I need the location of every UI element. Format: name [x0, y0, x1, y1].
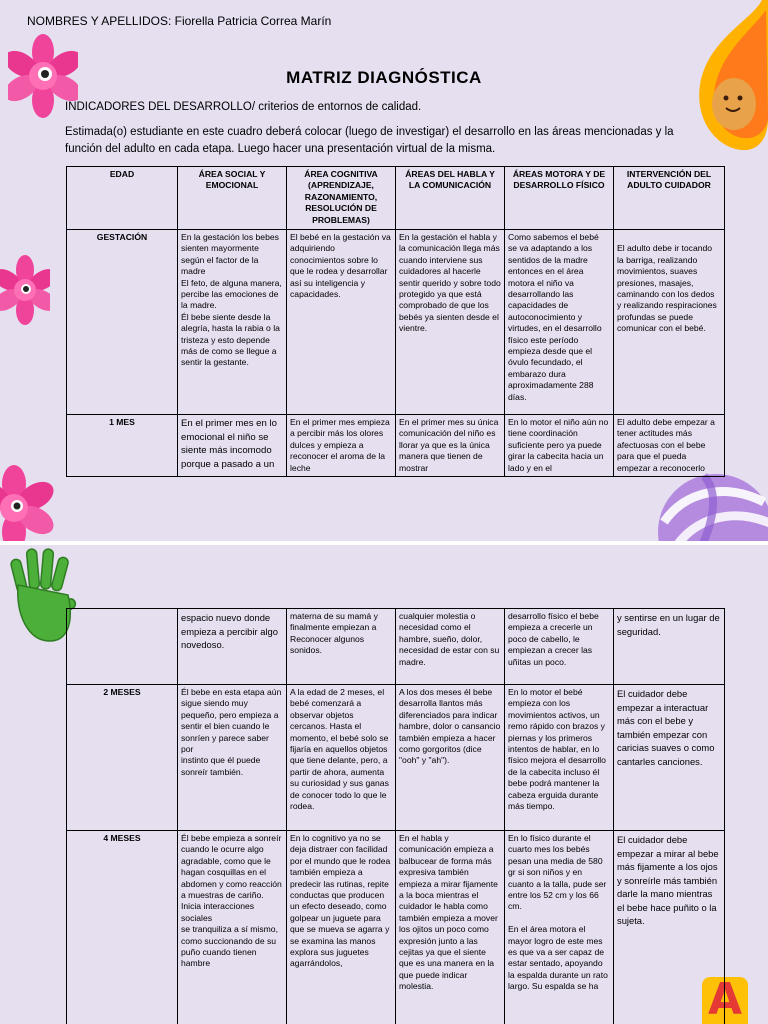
page-2 — [0, 545, 768, 1024]
instruction-paragraph: Estimada(o) estudiante en este cuadro deberá colocar (luego de investigar) el desarrollo en las áreas mencionadas y la función del adulto en cada etapa. Luego hacer una presentación virtual de la misma. — [65, 126, 674, 155]
table-cell: En la gestación el habla y la comunicación llega más cuando interviene sus cuidadores al hacerle sentir querido y sobre todo protegido ya que está comprobado de que los bebés ya sienten desde el vientre. — [396, 230, 505, 415]
table-cell: El bebé en la gestación va adquiriendo conocimientos sobre lo que le rodea y desarrollar así su inteligencia y capacidades. — [287, 230, 396, 415]
table-cell: El cuidador debe empezar a interactuar más con el bebe y también empezar con caricias suaves o como cantarles canciones. — [614, 685, 725, 831]
table-row — [67, 415, 725, 477]
table-cell: En el primer mes empieza a percibir más los olores dulces y empieza a reconocer el aroma de la leche — [287, 415, 396, 477]
table-cell: A los dos meses él bebe desarrolla llantos más diferenciados para indicar hambre, dolor o cansancio también empieza a hacer como gorgoritos (dice "ooh" y "ah"). — [396, 685, 505, 831]
table-cell: espacio nuevo donde empieza a percibir algo novedoso. — [178, 609, 287, 685]
column-header: ÁREAS MOTORA Y DE DESARROLLO FÍSICO — [505, 167, 614, 230]
table-cell: En el habla y comunicación empieza a balbucear de forma más expresiva también empieza a mirar fijamente a la boca mientras el cuidador le habla como también empieza a mover los ojitos un poco como expresión junto a las cejitas ya que el siente que es una manera en la que puede indicar molestia. — [396, 831, 505, 1024]
table-header-row — [67, 167, 725, 230]
table-cell: El cuidador debe empezar a mirar al bebe más fijamente a los ojos y sonreírle más también darle la mano mientras el bebe hace puñito o la sujeta. — [614, 831, 725, 1024]
table-cell: A la edad de 2 meses, el bebé comenzará a observar objetos cercanos. Hasta el momento, el bebé solo se fijaría en aquellos objetos que tiene delante, pero, a partir de ahora, aumenta su curiosidad y sus ganas de conocer todo lo que le rodea. — [287, 685, 396, 831]
column-header: ÁREA COGNITIVA (APRENDIZAJE, RAZONAMIENTO, RESOLUCIÓN DE PROBLEMAS) — [287, 167, 396, 230]
table-cell: Él bebe en esta etapa aún sigue siendo muy pequeño, pero empieza a sentir el bien cuando le sonríen y parece saber por instinto que él puede sonreír también. — [178, 685, 287, 831]
table-cell: y sentirse en un lugar de seguridad. — [614, 609, 725, 685]
table-row — [67, 685, 725, 831]
age-cell: 2 MESES — [67, 685, 178, 831]
table-row — [67, 230, 725, 415]
student-name-line: NOMBRES Y APELLIDOS: Fiorella Patricia Correa Marín — [27, 14, 332, 28]
table-cell: El adulto debe ir tocando la barriga, realizando movimientos, suaves presiones, masajes, caminando con los dedos y realizando respiraciones profundas se puede comunicar con el bebé. — [614, 230, 725, 415]
table-row — [67, 831, 725, 1024]
page-title: MATRIZ DIAGNÓSTICA — [286, 68, 482, 87]
letter-badge-letter: A — [707, 974, 743, 1024]
column-header: INTERVENCIÓN DEL ADULTO CUIDADOR — [614, 167, 725, 230]
flower-sticker-icon — [0, 458, 54, 541]
table-cell: En la gestación los bebes sienten mayormente según el factor de la madre El feto, de alguna manera, percibe las emociones de la madre. Él bebe siente desde la alegría, hasta la rabia o la tristeza y esto depende más de como se llegue a sentir la gestante. — [178, 230, 287, 415]
indicators-line: INDICADORES DEL DESARROLLO/ criterios de entornos de calidad. — [65, 101, 422, 113]
table-cell: cualquier molestia o necesidad como el hambre, sueño, dolor, necesidad de estar con su madre. — [396, 609, 505, 685]
age-cell: GESTACIÓN — [67, 230, 178, 415]
table-cell: Como sabemos el bebé se va adaptando a los sentidos de la madre entonces en el área motora el niño va desarrollando las capacidades de autoconocimiento y virtudes, en el desarrollo físico este período empieza desde que el óvulo fecundado, el embarazo dura aproximadamente 288 días. — [505, 230, 614, 415]
column-header: EDAD — [67, 167, 178, 230]
diagnostic-matrix-table — [66, 166, 725, 477]
table-cell: Él bebe empieza a sonreír cuando le ocurre algo agradable, como que le hagan cosquillas en el abdomen y como reacción a muestras de cariño. Inicia interacciones sociales se tranquiliza a sí mismo, como succionando de su puño cuando tienen hambre — [178, 831, 287, 1024]
table-cell: En lo físico durante el cuarto mes los bebés pesan una media de 580 gr si son niños y en cuanto a la talla, pude ser entre los 52 cm y los 66 cm. En el área motora el mayor logro de este mes es que va a ser capaz de estar sentado, apoyando la espalda durante un rato largo. Su espalda se ha — [505, 831, 614, 1024]
table-cell: materna de su mamá y finalmente empiezan a Reconocer algunos sonidos. — [287, 609, 396, 685]
table-row — [67, 609, 725, 685]
diagnostic-matrix-table-continued — [66, 608, 725, 1024]
table-cell: En lo motor el niño aún no tiene coordinación suficiente pero ya puede girar la cabecita hacia un lado y en el — [505, 415, 614, 477]
age-cell: 1 MES — [67, 415, 178, 477]
table-cell: desarrollo físico el bebe empieza a crecerle un poco de cabello, le empiezan a crecer las uñitas un poco. — [505, 609, 614, 685]
age-cell: 4 MESES — [67, 831, 178, 1024]
table-cell: El adulto debe empezar a tener actitudes más afectuosas con el bebe para que el pueda empezar a reconocerlo — [614, 415, 725, 477]
table-cell: En lo cognitivo ya no se deja distraer con facilidad por el mundo que le rodea también empieza a predecir las rutinas, repite conductas que producen un efecto deseado, como golpear un juguete para que se mueva se agarra y se examina las manos explora sus juguetes agarrándolos, — [287, 831, 396, 1024]
flower-sticker-icon — [0, 252, 50, 328]
table-cell: En lo motor el bebé empieza con los movimientos activos, un remo rápido con brazos y piernas y los primeros intentos de hablar, en lo físico mejora el desarrollo de la cabecita incluso él bebe podrá mantener la cabeza erguida durante más tiempo. — [505, 685, 614, 831]
age-cell — [67, 609, 178, 685]
table-cell: En el primer mes su única comunicación del niño es llorar ya que es la única manera que tienen de mostrar — [396, 415, 505, 477]
column-header: ÁREA SOCIAL Y EMOCIONAL — [178, 167, 287, 230]
table-cell: En el primer mes en lo emocional el niño se siente más incomodo porque a pasado a un — [178, 415, 287, 477]
column-header: ÁREAS DEL HABLA Y LA COMUNICACIÓN — [396, 167, 505, 230]
